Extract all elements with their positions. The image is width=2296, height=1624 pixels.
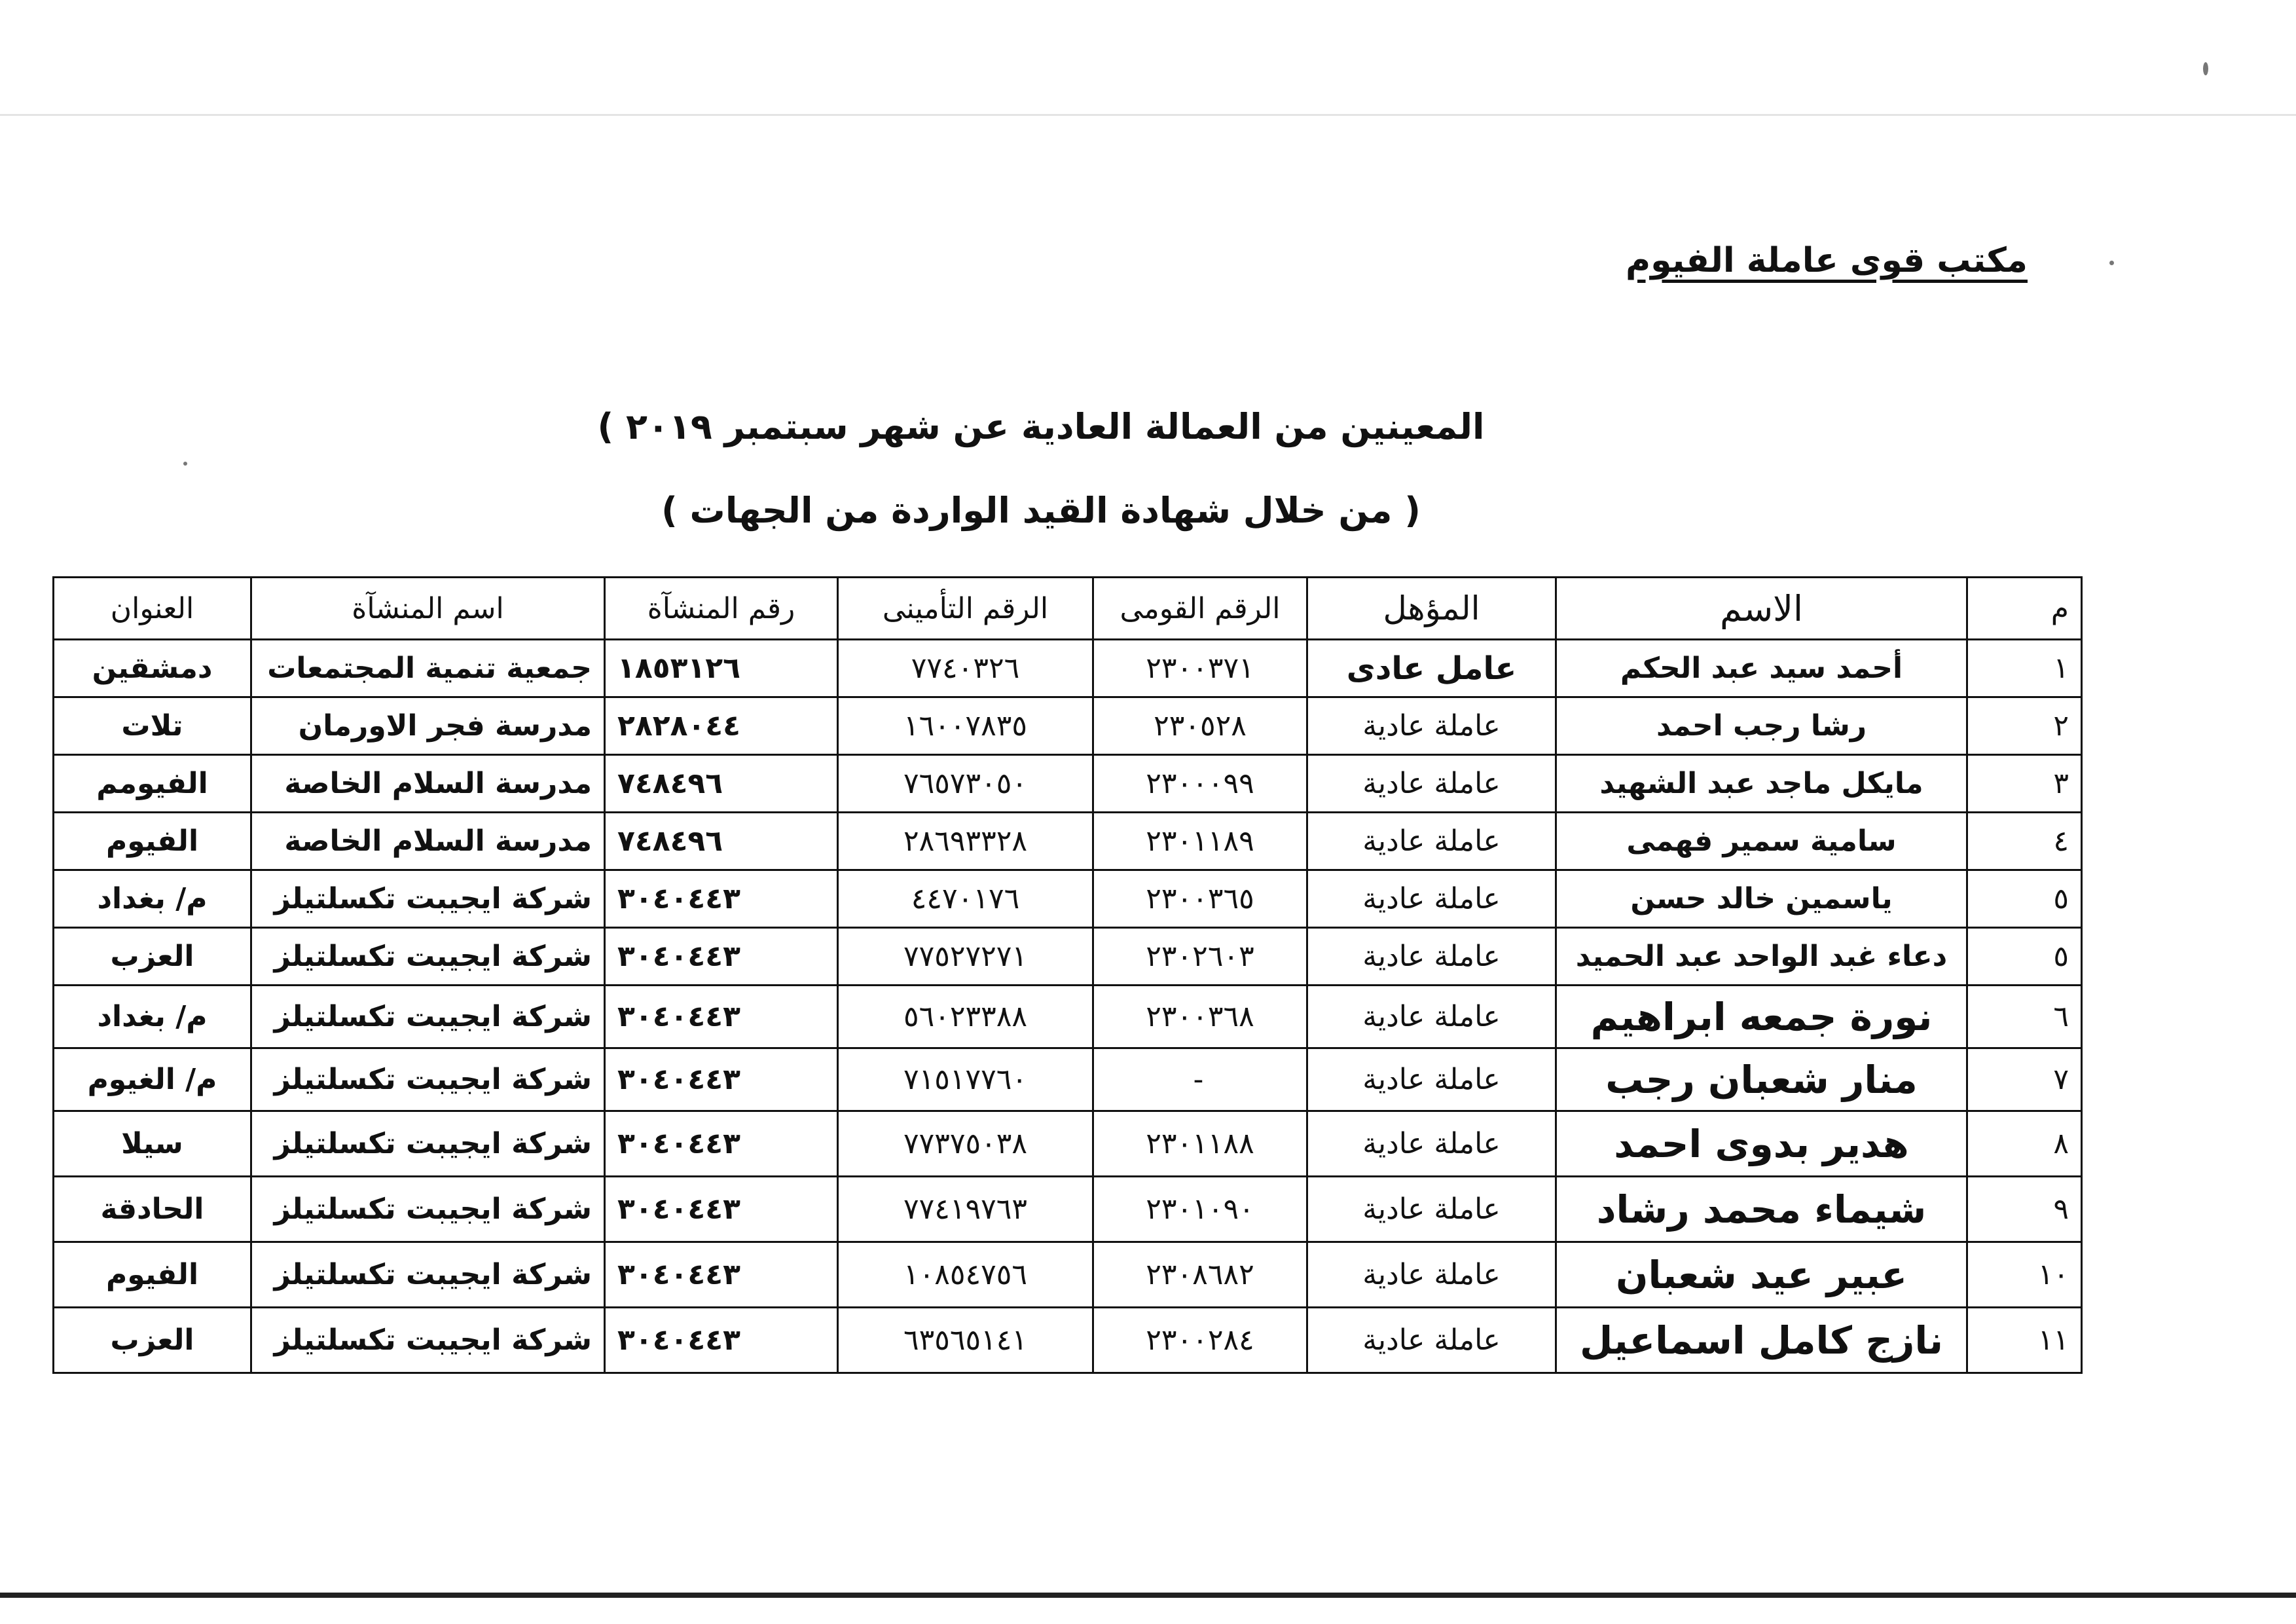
cell-insurance-no: ٧٧٣٧٥٠٣٨ bbox=[838, 1111, 1093, 1177]
cell-national-id: ٢٣٠٠٣٦٥ bbox=[1093, 870, 1307, 928]
cell-establishment-name: شركة ايجيبت تكسلتيلز bbox=[251, 1242, 605, 1308]
scan-speck bbox=[2109, 261, 2114, 265]
cell-name: رشا رجب احمد bbox=[1556, 697, 1967, 755]
cell-address: م/ بغداد bbox=[54, 986, 251, 1048]
cell-insurance-no: ٧٦٥٧٣٠٥٠ bbox=[838, 755, 1093, 813]
cell-insurance-no: ٦٣٥٦٥١٤١ bbox=[838, 1308, 1093, 1373]
cell-national-id: ٢٣٠١١٨٩ bbox=[1093, 813, 1307, 870]
cell-insurance-no: ١٠٨٥٤٧٥٦ bbox=[838, 1242, 1093, 1308]
cell-national-id: ٢٣٠١٠٩٠ bbox=[1093, 1177, 1307, 1242]
cell-address: م/ بغداد bbox=[54, 870, 251, 928]
cell-name: شيماء محمد رشاد bbox=[1556, 1177, 1967, 1242]
table-row bbox=[54, 1242, 2082, 1308]
cell-address: الحادقة bbox=[54, 1177, 251, 1242]
cell-establishment-name: شركة ايجيبت تكسلتيلز bbox=[251, 1177, 605, 1242]
cell-qualification: عاملة عادية bbox=[1307, 813, 1556, 870]
cell-establishment-name: شركة ايجيبت تكسلتيلز bbox=[251, 870, 605, 928]
cell-establishment-name: شركة ايجيبت تكسلتيلز bbox=[251, 1308, 605, 1373]
cell-address: العزب bbox=[54, 928, 251, 986]
cell-qualification: عاملة عادية bbox=[1307, 1111, 1556, 1177]
cell-serial: ١١ bbox=[1967, 1308, 2082, 1373]
cell-qualification: عامل عادى bbox=[1307, 640, 1556, 697]
cell-establishment-no: ٣٠٤٠٤٤٣ bbox=[605, 1111, 838, 1177]
header-name: الاسم bbox=[1556, 578, 1967, 640]
cell-qualification: عاملة عادية bbox=[1307, 1177, 1556, 1242]
cell-insurance-no: ٧٧٤١٩٧٦٣ bbox=[838, 1177, 1093, 1242]
cell-serial: ٣ bbox=[1967, 755, 2082, 813]
cell-serial: ٦ bbox=[1967, 986, 2082, 1048]
cell-name: منار شعبان رجب bbox=[1556, 1048, 1967, 1111]
cell-establishment-no: ٣٠٤٠٤٤٣ bbox=[605, 1242, 838, 1308]
cell-name: مايكل ماجد عبد الشهيد bbox=[1556, 755, 1967, 813]
cell-national-id: ٢٣٠٠٣٦٨ bbox=[1093, 986, 1307, 1048]
cell-national-id: - bbox=[1093, 1048, 1307, 1111]
cell-national-id: ٢٣٠٠٢٨٤ bbox=[1093, 1308, 1307, 1373]
cell-address: الفيوم bbox=[54, 813, 251, 870]
cell-name: عبير عيد شعبان bbox=[1556, 1242, 1967, 1308]
table-row bbox=[54, 928, 2082, 986]
scan-speck bbox=[183, 462, 187, 466]
cell-national-id: ٢٣٠٨٦٨٢ bbox=[1093, 1242, 1307, 1308]
cell-insurance-no: ٧١٥١٧٧٦٠ bbox=[838, 1048, 1093, 1111]
cell-qualification: عاملة عادية bbox=[1307, 1242, 1556, 1308]
cell-name: دعاء غبد الواحد عبد الحميد bbox=[1556, 928, 1967, 986]
table-row bbox=[54, 813, 2082, 870]
cell-serial: ٥ bbox=[1967, 870, 2082, 928]
cell-establishment-no: ٣٠٤٠٤٤٣ bbox=[605, 1048, 838, 1111]
cell-national-id: ٢٣٠٠٠٩٩ bbox=[1093, 755, 1307, 813]
table-row bbox=[54, 755, 2082, 813]
cell-address: تلات bbox=[54, 697, 251, 755]
cell-establishment-no: ٣٠٤٠٤٤٣ bbox=[605, 986, 838, 1048]
cell-establishment-no: ٣٠٤٠٤٤٣ bbox=[605, 928, 838, 986]
scan-bottom-edge bbox=[0, 1593, 2296, 1598]
cell-address: دمشقين bbox=[54, 640, 251, 697]
cell-establishment-no: ٣٠٤٠٤٤٣ bbox=[605, 1308, 838, 1373]
cell-qualification: عاملة عادية bbox=[1307, 755, 1556, 813]
cell-establishment-name: شركة ايجيبت تكسلتيلز bbox=[251, 928, 605, 986]
scan-speck bbox=[2203, 62, 2208, 75]
cell-serial: ٩ bbox=[1967, 1177, 2082, 1242]
document-title: المعينين من العمالة العادية عن شهر سبتمبر ٢٠١٩ ) bbox=[597, 406, 1485, 447]
table-row bbox=[54, 1111, 2082, 1177]
cell-address: م/ الغيوم bbox=[54, 1048, 251, 1111]
cell-qualification: عاملة عادية bbox=[1307, 928, 1556, 986]
cell-establishment-name: شركة ايجيبت تكسلتيلز bbox=[251, 1048, 605, 1111]
cell-address: الفيوم bbox=[54, 1242, 251, 1308]
cell-insurance-no: ٤٤٧٠١٧٦ bbox=[838, 870, 1093, 928]
cell-insurance-no: ٧٧٥٢٧٢٧١ bbox=[838, 928, 1093, 986]
header-insurance-no: الرقم التأمينى bbox=[838, 578, 1093, 640]
table-row bbox=[54, 1048, 2082, 1111]
cell-establishment-no: ٣٠٤٠٤٤٣ bbox=[605, 1177, 838, 1242]
cell-insurance-no: ٧٧٤٠٣٢٦ bbox=[838, 640, 1093, 697]
cell-serial: ٧ bbox=[1967, 1048, 2082, 1111]
cell-national-id: ٢٣٠٥٢٨ bbox=[1093, 697, 1307, 755]
cell-qualification: عاملة عادية bbox=[1307, 870, 1556, 928]
cell-insurance-no: ٥٦٠٢٣٣٨٨ bbox=[838, 986, 1093, 1048]
cell-name: سامية سمير فهمى bbox=[1556, 813, 1967, 870]
table-row bbox=[54, 640, 2082, 697]
cell-insurance-no: ٢٨٦٩٣٣٢٨ bbox=[838, 813, 1093, 870]
table-row bbox=[54, 697, 2082, 755]
cell-serial: ٥ bbox=[1967, 928, 2082, 986]
cell-serial: ٢ bbox=[1967, 697, 2082, 755]
office-title: مكتب قوى عاملة الفيوم bbox=[1625, 241, 2028, 280]
cell-address: العزب bbox=[54, 1308, 251, 1373]
header-establishment-name: اسم المنشآة bbox=[251, 578, 605, 640]
header-establishment-no: رقم المنشآة bbox=[605, 578, 838, 640]
header-qualification: المؤهل bbox=[1307, 578, 1556, 640]
cell-name: نازج كامل اسماعيل bbox=[1556, 1308, 1967, 1373]
scan-fold-line bbox=[0, 114, 2296, 116]
cell-qualification: عاملة عادية bbox=[1307, 1048, 1556, 1111]
cell-serial: ١٠ bbox=[1967, 1242, 2082, 1308]
cell-serial: ٨ bbox=[1967, 1111, 2082, 1177]
cell-establishment-name: جمعية تنمية المجتمعات bbox=[251, 640, 605, 697]
cell-national-id: ٢٣٠٠٣٧١ bbox=[1093, 640, 1307, 697]
cell-national-id: ٢٣٠٢٦٠٣ bbox=[1093, 928, 1307, 986]
cell-qualification: عاملة عادية bbox=[1307, 697, 1556, 755]
cell-establishment-no: ٧٤٨٤٩٦ bbox=[605, 755, 838, 813]
table-row bbox=[54, 1177, 2082, 1242]
cell-national-id: ٢٣٠١١٨٨ bbox=[1093, 1111, 1307, 1177]
cell-establishment-name: مدرسة السلام الخاصة bbox=[251, 813, 605, 870]
header-serial: م bbox=[1967, 578, 2082, 640]
cell-insurance-no: ١٦٠٠٧٨٣٥ bbox=[838, 697, 1093, 755]
cell-serial: ٤ bbox=[1967, 813, 2082, 870]
table-row bbox=[54, 870, 2082, 928]
cell-address: سيلا bbox=[54, 1111, 251, 1177]
cell-establishment-name: شركة ايجيبت تكسلتيلز bbox=[251, 1111, 605, 1177]
cell-establishment-no: ٣٠٤٠٤٤٣ bbox=[605, 870, 838, 928]
document-subtitle: ( من خلال شهادة القيد الواردة من الجهات ) bbox=[661, 490, 1421, 531]
cell-establishment-name: شركة ايجيبت تكسلتيلز bbox=[251, 986, 605, 1048]
cell-establishment-no: ١٨٥٣١٢٦ bbox=[605, 640, 838, 697]
cell-name: نورة جمعه ابراهيم bbox=[1556, 986, 1967, 1048]
cell-address: الفيومم bbox=[54, 755, 251, 813]
table-row bbox=[54, 1308, 2082, 1373]
cell-qualification: عاملة عادية bbox=[1307, 1308, 1556, 1373]
header-address: العنوان bbox=[54, 578, 251, 640]
cell-establishment-name: مدرسة فجر الاورمان bbox=[251, 697, 605, 755]
header-national-id: الرقم القومى bbox=[1093, 578, 1307, 640]
cell-name: ياسمين خالد حسن bbox=[1556, 870, 1967, 928]
cell-establishment-name: مدرسة السلام الخاصة bbox=[251, 755, 605, 813]
table-header-row bbox=[54, 578, 2082, 640]
employees-table bbox=[52, 576, 2083, 1374]
cell-name: هدير بدوى احمد bbox=[1556, 1111, 1967, 1177]
cell-qualification: عاملة عادية bbox=[1307, 986, 1556, 1048]
cell-establishment-no: ٢٨٢٨٠٤٤ bbox=[605, 697, 838, 755]
cell-serial: ١ bbox=[1967, 640, 2082, 697]
cell-establishment-no: ٧٤٨٤٩٦ bbox=[605, 813, 838, 870]
cell-name: أحمد سيد عبد الحكم bbox=[1556, 640, 1967, 697]
table-row bbox=[54, 986, 2082, 1048]
